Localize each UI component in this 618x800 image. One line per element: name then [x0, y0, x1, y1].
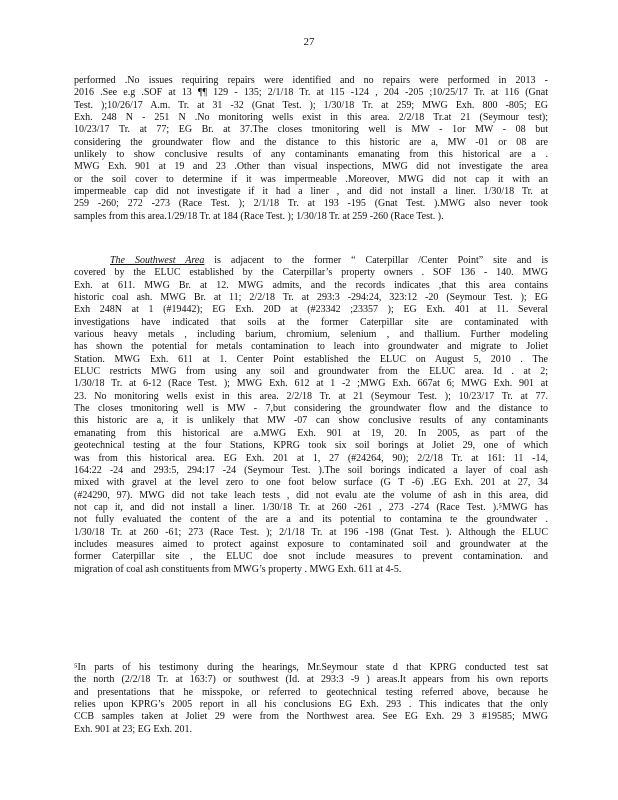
- page-number: 27: [303, 36, 315, 48]
- paragraph-2-line: Exh. at 611. MWG Br. at 12. MWG admits, and the records indicates ,that this area contains: [74, 279, 548, 291]
- paragraph-2-line: (#24290, 97). MWG did not take leach tests , did not evalu ate the volume of ash in this area, did: [74, 489, 548, 501]
- paragraph-1-line: 259 -260; 272 -273 (Race Test. ); 2/1/18 Tr. at 193 -195 (Gnat Test. ).MWG also never took: [74, 198, 548, 210]
- paragraph-1-line: MWG Exh. 901 at 19 and 23 .Other than visual inspections, MWG did not investigate the area: [74, 161, 548, 173]
- paragraph-1-line: 2016 .See e.g .SOF at 13 ¶¶ 129 - 135; 2/1/18 Tr. at 115 -124 , 204 -205 ;10/25/17 Tr. at 116 (Gnat: [74, 87, 548, 99]
- paragraph-2-line: former Caterpillar site , the ELUC doe snot include measures to prevent contamination. and: [74, 551, 548, 563]
- paragraph-2-line: 1/30/18 Tr. at 260 -61; 273 (Race Test. ); 2/1/18 Tr. at 196 -198 (Gnat Test. ). Although the ELUC: [74, 526, 548, 538]
- paragraph-2-line: this historic are a, it is unlikely that MW -07 can show conclusive results of any contaminants: [74, 415, 548, 427]
- paragraph-2-line: historic coal ash. MWG Br. at 11; 2/2/18 Tr. at 293:3 -294:24, 323:12 -20 (Seymour Test. ); EG: [74, 292, 548, 304]
- paragraph-2-line: 23. No monitoring wells exist in this area. 2/2/18 Tr. at 21 (Seymour Test. ); 10/23/17 Tr. at 77.: [74, 390, 548, 402]
- paragraph-1-line: 10/23/17 Tr. at 77; EG Br. at 37.The closes tmonitoring well is MW - 1or MW - 08 but: [74, 124, 548, 136]
- paragraph-body: [74, 267, 548, 576]
- paragraph-2-line: various heavy metals , including barium, chromium, selenium , and thallium. Further modeling: [74, 329, 548, 341]
- paragraph-2-line: investigations have indicated that soils at the former Caterpillar site are contaminated with: [74, 316, 548, 328]
- paragraph-2-line: includes measures aimed to protect against exposure to contaminated soil and groundwater at the: [74, 538, 548, 550]
- paragraph-2-line: Exh 248N at 1 (#19442); EG Exh. 20D at (#23342 ;23357 ); EG Exh. 401 at 11. Several: [74, 304, 548, 316]
- footnote-line: CCB samples taken at Joliet 29 were from the Northwest area. See EG Exh. 29 3 #19585; MWG: [74, 711, 548, 723]
- paragraph-2-line: 164:22 -24 and 293:5, 294:17 -24 (Seymour Test. ).The soil borings indicated a layer of coal ash: [74, 464, 548, 476]
- paragraph-1-line: or the soil cover to determine if it was impermeable .Moreover, MWG did not cap it with an: [74, 173, 548, 185]
- paragraph-2-line: ELUC restricts MWG from using any soil and groundwater from the ELUC area. Id . at 2;: [74, 366, 548, 378]
- footnote-line: relies upon KPRG’s 2005 report in all his conclusions EG Exh. 293 . This indicates that the only: [74, 699, 548, 711]
- paragraph-2-line: covered by the ELUC established by the Caterpillar’s property owners . SOF 136 - 140. MWG: [74, 267, 548, 279]
- paragraph-1-line: considering the groundwater flow and the distance to this historic are a, MW -01 or 08 are: [74, 136, 548, 148]
- paragraph-1-line: performed .No issues requiring repairs were identified and no repairs were performed in 2013 -: [74, 75, 548, 86]
- paragraph-1-line: samples from this area.1/29/18 Tr. at 184 (Race Test. ); 1/30/18 Tr. at 259 -260 (Race Test. ).: [74, 210, 444, 222]
- paragraph-2-line: not cap it, and did not install a liner. 1/30/18 Tr. at 260 -261 , 273 -274 (Race Test. ).⁵MWG has: [74, 501, 548, 513]
- paragraph-1-line: unlikely to show conclusive results of any contaminants emanating from this historical are a .: [74, 149, 548, 161]
- footnote: [74, 662, 548, 736]
- paragraph-2-line: was from this historical area. EG Exh. 201 at 1, 27 (#24264, 90); 2/2/18 Tr. at 161: 11 -14,: [74, 452, 548, 464]
- paragraph-2-line: not fully evaluated the content of the are a and its potential to contamina te the groundwater .: [74, 514, 548, 526]
- section-lead-heading: The Southwest Area: [110, 255, 205, 266]
- paragraph-2-line: emanating from this historical are a.MWG Exh. 901 at 19, 20. In 2005, as part of the: [74, 427, 548, 439]
- paragraph-north-area: [74, 75, 548, 223]
- footnote-line: the north (2/2/18 Tr. at 163:7) or southwest (Id. at 293:3 -9 ) areas.It appears from his own reports: [74, 674, 548, 686]
- paragraph-2-line: migration of coal ash constituents from MWG’s property . MWG Exh. 611 at 4-5.: [74, 563, 402, 575]
- paragraph-southwest-area: [74, 255, 548, 576]
- paragraph-first-line: [74, 255, 548, 267]
- footnote-line: ⁵In parts of his testimony during the hearings, Mr.Seymour state d that KPRG conducted test sat: [74, 662, 548, 673]
- paragraph-2-line: 1/30/18 Tr. at 6-12 (Race Test. ); MWG Exh. 612 at 1 -2 ;MWG Exh. 667at 6; MWG Exh. 901 at: [74, 378, 548, 390]
- footnote-line: Exh. 901 at 23; EG Exh. 201.: [74, 723, 193, 735]
- footnote-line: and presentations that he misspoke, or referred to geotechnical testing referred above, because he: [74, 686, 548, 698]
- paragraph-1-line: impermeable cap did not investigate if it had a liner , and did not install a liner. 1/30/18 Tr. at: [74, 186, 548, 198]
- paragraph-2-line: Station. MWG Exh. 611 at 1. Center Point established the ELUC on August 5, 2010 . The: [74, 353, 548, 365]
- paragraph-2-line: mixed with gravel at the level zero to one foot below surface (G T -6) .EG Exh. 201 at 27, 34: [74, 477, 548, 489]
- paragraph-2-line: The closes tmonitoring well is MW - 7,but considering the groundwater flow and the distance to: [74, 403, 548, 415]
- paragraph-1-line: Exh. 248 N - 251 N .No monitoring wells exist in this area. 2/2/18 Tr.at 21 (Seymour test);: [74, 112, 548, 124]
- first-line-text: is adjacent to the former “ Caterpillar /Center Point” site and is: [204, 255, 548, 266]
- paragraph-2-line: geotechnical testing at the four Stations, KPRG took six soil borings at Joliet 29, one of which: [74, 440, 548, 452]
- paragraph-1-line: Test. );10/26/17 A.m. Tr. at 31 -32 (Gnat Test. ); 1/30/18 Tr. at 259; MWG Exh. 800 -805; EG: [74, 99, 548, 111]
- paragraph-2-line: has shown the potential for metals contamination to leach into groundwater and migrate to Joliet: [74, 341, 548, 353]
